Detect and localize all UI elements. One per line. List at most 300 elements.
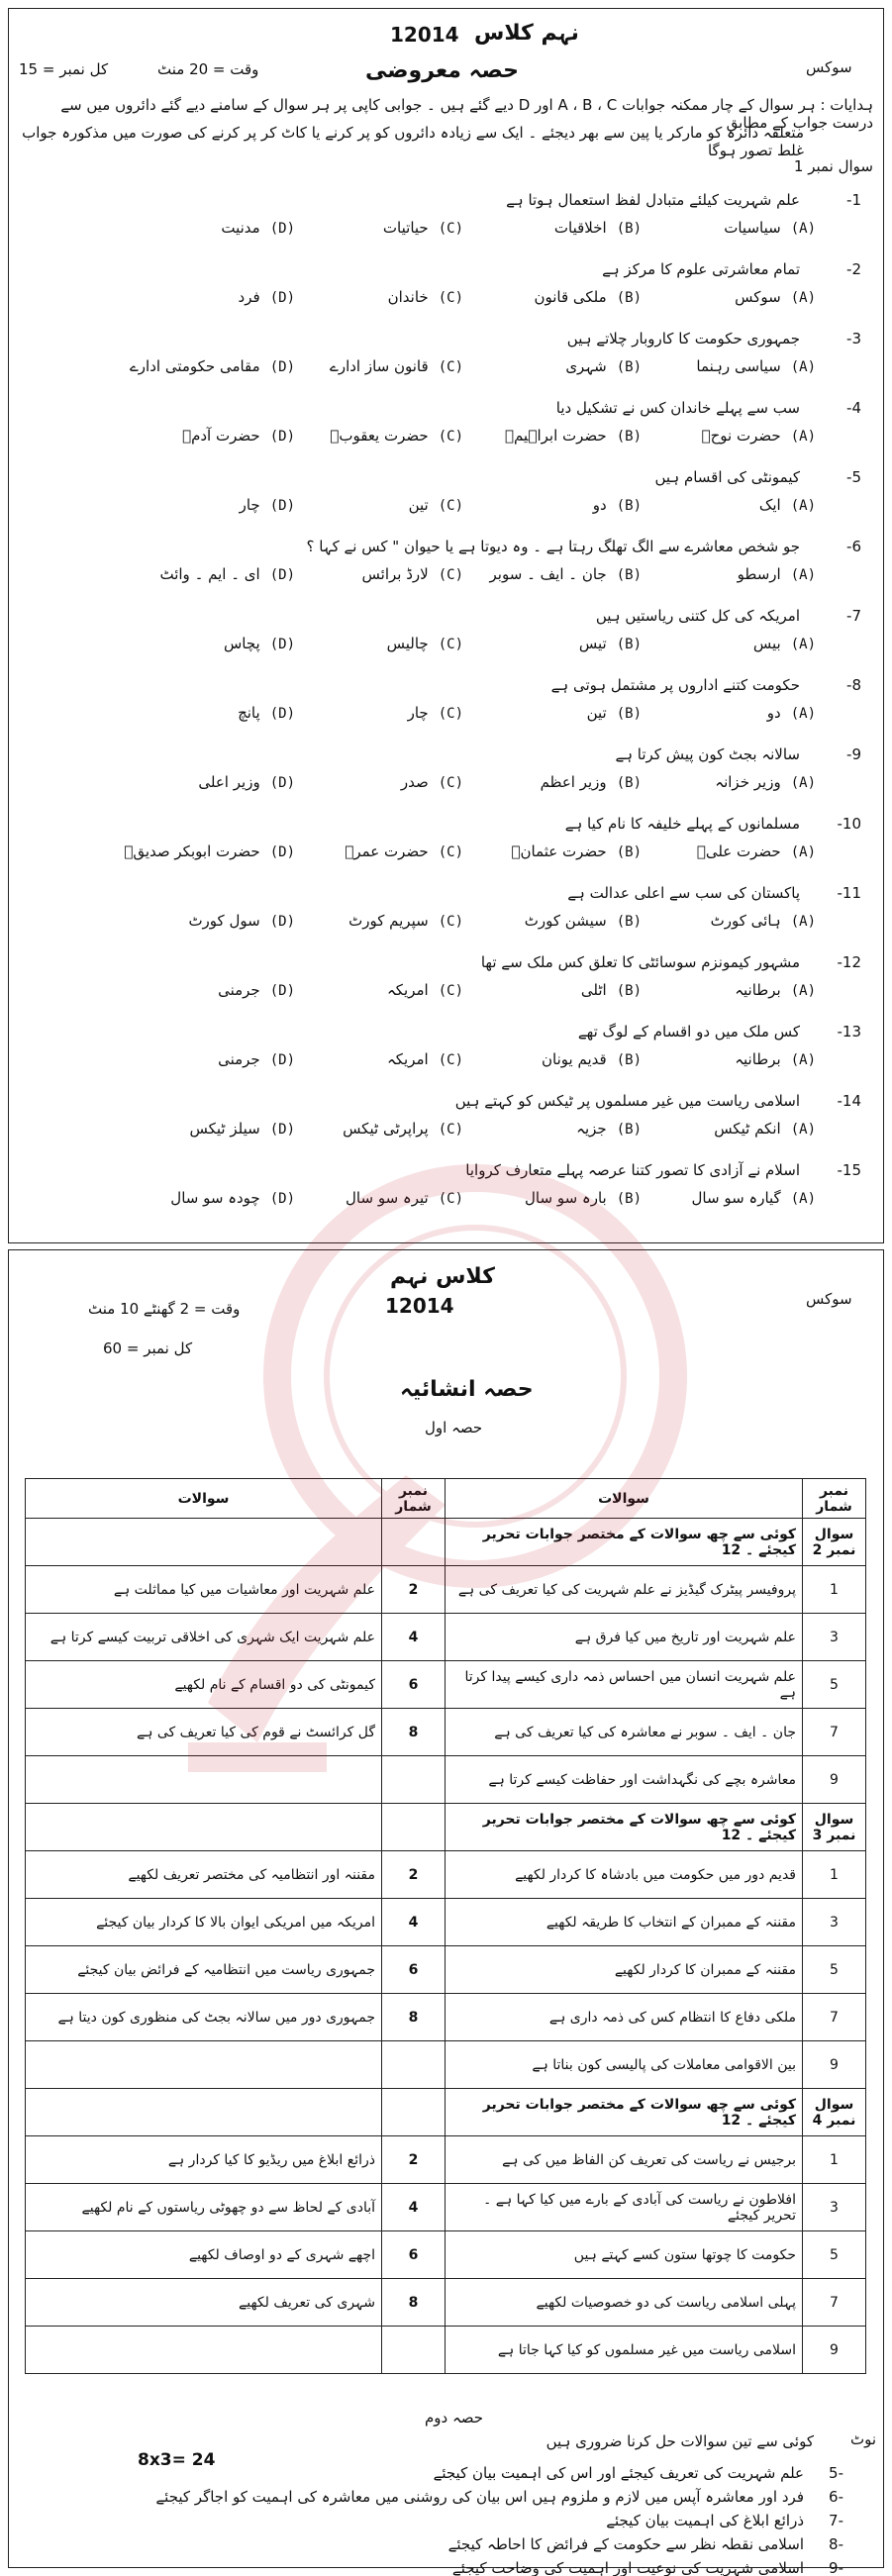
options-row [23, 494, 869, 524]
option-b [541, 773, 642, 791]
option-text: وزیر اعلی [198, 773, 260, 791]
option-label: (D) [269, 221, 295, 237]
option-text: جزیہ [576, 1120, 607, 1138]
question-number: 4- [846, 399, 861, 417]
options-row [23, 425, 869, 454]
table-row [26, 1661, 866, 1709]
objective-paper [8, 8, 884, 1243]
option-text: اٹلی [580, 981, 607, 999]
option-label: (B) [616, 221, 642, 237]
option-text: جرمنی [218, 981, 260, 999]
option-d [198, 773, 295, 791]
option-text: اخلاقیات [553, 219, 607, 237]
question-text: امریکہ کی کل کتنی ریاستیں ہیں [595, 607, 800, 625]
option-b [579, 635, 642, 652]
long-question-text: اسلامی شہریت کی نوعیت اور اہمیت کی وضاحت کیجئے [451, 2559, 804, 2576]
option-label: (A) [790, 1052, 816, 1068]
long-question-number: 7- [829, 2512, 843, 2529]
row-question-left: اچھے شہری کے دو اوصاف لکھیے [26, 2231, 382, 2279]
question-text: اسلام نے آزادی کا تصور کتنا عرصہ پہلے متعارف کروایا [465, 1161, 800, 1179]
option-text: انکم ٹیکس [714, 1120, 781, 1138]
question-text: سالانہ بجٹ کون پیش کرتا ہے [615, 745, 800, 763]
option-a [714, 1120, 816, 1138]
row-question: مقننہ کے ممبران کے انتخاب کا طریقہ لکھیے [446, 1899, 803, 1946]
options-row [23, 771, 869, 801]
option-a [759, 496, 816, 514]
question-number: 11- [837, 884, 861, 902]
option-text: سوکس [735, 288, 781, 306]
options-row [23, 1048, 869, 1078]
option-label: (A) [790, 983, 816, 999]
part-two-label: حصہ دوم [425, 2409, 484, 2427]
option-text: سیلز ٹیکس [189, 1120, 260, 1138]
row-question: پروفیسر پیٹرک گیڈیز نے علم شہریت کی کیا تعریف کی ہے [446, 1566, 803, 1614]
question-row [23, 949, 869, 979]
row-question-left: ذرائع ابلاغ میں ریڈیو کا کیا کردار ہے [26, 2136, 382, 2184]
class-title: نہم کلاس [474, 21, 579, 46]
option-text: سیاسی رہنما [696, 357, 781, 375]
long-question-text: ذرائع ابلاغ کی اہمیت بیان کیجئے [606, 2512, 804, 2529]
option-label: (C) [438, 844, 463, 860]
question-row [23, 603, 869, 633]
option-label: (D) [269, 290, 295, 306]
row-question-left [26, 2327, 382, 2374]
long-question-number: 8- [829, 2535, 843, 2553]
option-b [576, 1120, 642, 1138]
option-label: (C) [438, 221, 463, 237]
question-row [23, 1157, 869, 1187]
option-label: (C) [438, 637, 463, 652]
section-row [26, 1804, 866, 1851]
option-label: (D) [269, 706, 295, 722]
option-text: خاندان [387, 288, 429, 306]
row-question-left: جمہوری دور میں سالانہ بجٹ کی منظوری کون دیتا ہے [26, 1994, 382, 2041]
col-number-header: نمبر شمار [382, 1479, 446, 1519]
row-number-left: 8 [382, 2279, 446, 2327]
table-row [26, 1899, 866, 1946]
options-row [23, 1187, 869, 1217]
long-question-text: اسلامی نقطہ نظر سے حکومت کے فرائض کا احاطہ کیجئے [447, 2535, 804, 2553]
option-text: سیاسیات [724, 219, 781, 237]
option-text: برطانیہ [735, 981, 781, 999]
row-number-left: 4 [382, 1614, 446, 1661]
option-d [170, 1189, 295, 1207]
option-b [534, 288, 642, 306]
row-number: 3 [803, 1899, 866, 1946]
option-text: صدر [400, 773, 429, 791]
row-number: 5 [803, 1661, 866, 1709]
option-c [408, 704, 463, 722]
row-number: 9 [803, 2327, 866, 2374]
short-questions-table [25, 1478, 866, 2374]
row-question-left: آبادی کے لحاظ سے دو چھوٹی ریاستوں کے نام لکھیے [26, 2184, 382, 2231]
question-number: 7- [846, 607, 861, 625]
option-label: (D) [269, 775, 295, 791]
row-question: اسلامی ریاست میں غیر مسلموں کو کیا کہا جاتا ہے [446, 2327, 803, 2374]
option-label: (B) [616, 914, 642, 930]
row-question-left [26, 1519, 382, 1566]
option-a [696, 357, 816, 375]
row-number: 7 [803, 1994, 866, 2041]
question-text: علم شہریت کیلئے متبادل لفظ استعمال ہوتا ہے [506, 191, 800, 209]
long-question-text: فرد اور معاشرہ آپس میں لازم و ملزوم ہیں اس بیان کی روشنی میں معاشرہ کی اہمیت کو اجاگر کیجئے [155, 2488, 804, 2506]
row-question-left: کیمونٹی کی دو اقسام کے نام لکھیے [26, 1661, 382, 1709]
question-row [23, 256, 869, 286]
table-row [26, 2279, 866, 2327]
option-text: حضرت نوحؑ [701, 427, 781, 445]
option-a [753, 635, 816, 652]
row-number: 3 [803, 1614, 866, 1661]
subjective-paper [8, 1249, 884, 2576]
option-b [525, 912, 642, 930]
option-text: مقامی حکومتی ادارے [130, 357, 260, 375]
row-number: 9 [803, 1756, 866, 1804]
long-question-number: 9- [829, 2559, 843, 2576]
options-row [23, 355, 869, 385]
option-text: چودہ سو سال [170, 1189, 260, 1207]
question-text: پاکستان کی سب سے اعلی عدالت ہے [567, 884, 800, 902]
row-number-left: 8 [382, 1709, 446, 1756]
table-row [26, 2041, 866, 2089]
option-label: (C) [438, 359, 463, 375]
row-number-left [382, 2327, 446, 2374]
option-a [735, 288, 816, 306]
row-number: 1 [803, 1851, 866, 1899]
question-text: مسلمانوں کے پہلے خلیفہ کا نام کیا ہے [564, 815, 800, 833]
section-title: حصہ معروضی [365, 58, 519, 83]
option-label: (D) [269, 359, 295, 375]
row-question: پہلی اسلامی ریاست کی دو خصوصیات لکھیے [446, 2279, 803, 2327]
option-label: (B) [616, 359, 642, 375]
year-label: 12014 [385, 1294, 454, 1318]
row-question: کوئی سے چھ سوالات کے مختصر جوابات تحریر کیجئے ۔ 12 [446, 1519, 803, 1566]
row-question: مقننہ کے ممبران کا کردار لکھیے [446, 1946, 803, 1994]
option-text: حضرت ابراہیمؑ [504, 427, 607, 445]
question-text: جو شخص معاشرے سے الگ تھلگ رہتا ہے ۔ وہ دیوتا ہے یا حیوان " کس نے کہا ؟ [306, 538, 800, 555]
option-label: (D) [269, 1052, 295, 1068]
option-text: جرمنی [218, 1050, 260, 1068]
option-c [330, 357, 463, 375]
question-number: 5- [846, 468, 861, 486]
row-number: 1 [803, 1566, 866, 1614]
option-label: (B) [616, 1052, 642, 1068]
row-number: سوال نمبر 4 [803, 2089, 866, 2136]
option-label: (D) [269, 844, 295, 860]
row-number-left: 6 [382, 1946, 446, 1994]
option-label: (C) [438, 914, 463, 930]
option-label: (C) [438, 1122, 463, 1138]
question-text: تمام معاشرتی علوم کا مرکز ہے [602, 260, 800, 278]
question-number: 6- [846, 538, 861, 555]
option-text: تین [586, 704, 607, 722]
option-a [724, 219, 816, 237]
option-label: (D) [269, 498, 295, 514]
question-number: 13- [837, 1023, 861, 1040]
question-row [23, 187, 869, 217]
table-row [26, 1946, 866, 1994]
row-number-left [382, 1756, 446, 1804]
row-question-left [26, 2041, 382, 2089]
long-questions-marks: 8x3= 24 [138, 2450, 216, 2470]
options-row [23, 979, 869, 1009]
question-row [23, 395, 869, 425]
option-c [345, 842, 463, 860]
row-question: علم شہریت اور تاریخ میں کیا فرق ہے [446, 1614, 803, 1661]
option-text: بارہ سو سال [525, 1189, 607, 1207]
row-number: 7 [803, 1709, 866, 1756]
option-text: سول کورٹ [188, 912, 260, 930]
option-text: حضرت علیؓ [696, 842, 781, 860]
option-label: (A) [790, 1122, 816, 1138]
option-label: (C) [438, 775, 463, 791]
row-number-left: 4 [382, 1899, 446, 1946]
option-d [240, 496, 295, 514]
row-number-left: 6 [382, 2231, 446, 2279]
question-row [23, 811, 869, 841]
subject-label: سوکس [806, 1290, 852, 1308]
option-d [238, 704, 295, 722]
option-c [401, 773, 463, 791]
time-label: وقت = 2 گھنٹے 10 منٹ [88, 1300, 241, 1318]
option-c [387, 1050, 463, 1068]
option-label: (A) [790, 1191, 816, 1207]
question-number: 14- [837, 1092, 861, 1110]
option-c [387, 981, 463, 999]
row-number-left: 6 [382, 1661, 446, 1709]
question-text: کیمونٹی کی اقسام ہیں [654, 468, 800, 486]
option-label: (C) [438, 567, 463, 583]
row-number: 5 [803, 1946, 866, 1994]
row-question: کوئی سے چھ سوالات کے مختصر جوابات تحریر کیجئے ۔ 12 [446, 1804, 803, 1851]
option-label: (A) [790, 429, 816, 445]
option-c [409, 496, 463, 514]
question-text: حکومت کتنے اداروں پر مشتمل ہوتی ہے [550, 676, 800, 694]
option-text: دو [766, 704, 781, 722]
option-d [124, 842, 295, 860]
question-row [23, 1088, 869, 1118]
row-question: برجیس نے ریاست کی تعریف کن الفاظ میں کی ہے [446, 2136, 803, 2184]
option-label: (B) [616, 1191, 642, 1207]
option-label: (B) [616, 706, 642, 722]
option-c [343, 1120, 463, 1138]
question-row [23, 742, 869, 771]
row-number: 9 [803, 2041, 866, 2089]
row-number-left [382, 2041, 446, 2089]
option-text: قدیم یونان [542, 1050, 607, 1068]
table-row [26, 2327, 866, 2374]
option-text: حضرت عثمانؓ [511, 842, 607, 860]
options-row [23, 633, 869, 662]
row-question: علم شہریت انسان میں احساس ذمہ داری کیسے پیدا کرتا ہے [446, 1661, 803, 1709]
option-label: (A) [790, 567, 816, 583]
option-text: حضرت ابوبکر صدیقؓ [124, 842, 260, 860]
option-label: (D) [269, 983, 295, 999]
option-label: (A) [790, 359, 816, 375]
row-question-left: جمہوری ریاست میں انتظامیہ کے فرائض بیان کیجئے [26, 1946, 382, 1994]
option-b [554, 219, 642, 237]
question-row [23, 880, 869, 910]
question-text: جمہوری حکومت کا کاروبار چلاتے ہیں [566, 330, 800, 347]
row-number-left: 4 [382, 2184, 446, 2231]
option-d [218, 1050, 295, 1068]
option-label: (D) [269, 1191, 295, 1207]
option-text: تیس [578, 635, 607, 652]
row-question: بین الاقوامی معاملات کی پالیسی کون بناتا ہے [446, 2041, 803, 2089]
row-number-left: 2 [382, 2136, 446, 2184]
row-number: 5 [803, 2231, 866, 2279]
question-text: اسلامی ریاست میں غیر مسلموں پر ٹیکس کو کہتے ہیں [454, 1092, 800, 1110]
option-label: (C) [438, 1052, 463, 1068]
option-c [387, 635, 463, 652]
subject-label: سوکس [806, 58, 852, 76]
option-label: (B) [616, 844, 642, 860]
row-number-left [382, 2089, 446, 2136]
options-row [23, 702, 869, 732]
option-text: قانون ساز ادارے [330, 357, 429, 375]
class-title: کلاس نہم [390, 1264, 495, 1289]
option-text: حضرت عمرؓ [345, 842, 429, 860]
question-text: کس ملک میں دو اقسام کے لوگ تھے [577, 1023, 800, 1040]
row-number: 1 [803, 2136, 866, 2184]
option-b [587, 704, 642, 722]
question-row [23, 672, 869, 702]
option-text: حیاتیات [382, 219, 429, 237]
option-b [512, 842, 643, 860]
option-text: ای ۔ ایم ۔ وائٹ [159, 565, 260, 583]
option-label: (A) [790, 637, 816, 652]
option-label: (C) [438, 429, 463, 445]
option-text: سیشن کورٹ [524, 912, 607, 930]
option-label: (C) [438, 706, 463, 722]
option-d [224, 635, 295, 652]
options-row [23, 910, 869, 940]
note-text: کوئی سے تین سوالات حل کرنا ضروری ہیں [545, 2432, 814, 2450]
part-one-label: حصہ اول [425, 1419, 483, 1437]
row-question-left [26, 2089, 382, 2136]
section-title: حصہ انشائیہ [400, 1377, 534, 1402]
option-label: (D) [269, 637, 295, 652]
option-a [767, 704, 816, 722]
option-label: (A) [790, 706, 816, 722]
option-b [593, 496, 642, 514]
section-row [26, 1519, 866, 1566]
option-d [188, 912, 295, 930]
option-label: (B) [616, 983, 642, 999]
total-marks-label: کل نمبر = 15 [19, 60, 109, 78]
option-text: حضرت آدمؑ [182, 427, 260, 445]
options-row [23, 1118, 869, 1147]
option-text: چالیس [386, 635, 429, 652]
option-c [330, 427, 463, 445]
option-label: (B) [616, 1122, 642, 1138]
option-label: (A) [790, 498, 816, 514]
option-b [490, 565, 642, 583]
option-a [735, 1050, 816, 1068]
option-a [715, 773, 816, 791]
table-row [26, 1994, 866, 2041]
table-header-row [26, 1479, 866, 1519]
option-c [388, 288, 463, 306]
option-text: پانچ [238, 704, 260, 722]
option-label: (A) [790, 844, 816, 860]
option-a [692, 1189, 816, 1207]
option-c [346, 1189, 463, 1207]
row-number-left: 8 [382, 1994, 446, 2041]
options-row [23, 563, 869, 593]
option-text: گیارہ سو سال [691, 1189, 781, 1207]
row-number-left: 2 [382, 1851, 446, 1899]
question-number: 12- [837, 953, 861, 971]
table-row [26, 1709, 866, 1756]
row-question-left [26, 1756, 382, 1804]
option-label: (A) [790, 221, 816, 237]
question-text: مشہور کیمونزم سوسائٹی کا تعلق کس ملک سے تھا [480, 953, 800, 971]
option-b [542, 1050, 642, 1068]
option-d [221, 219, 295, 237]
option-label: (A) [790, 914, 816, 930]
question-number: 3- [846, 330, 861, 347]
option-a [738, 565, 816, 583]
long-question-number: 5- [829, 2464, 843, 2482]
row-question-left [26, 1804, 382, 1851]
row-question: قدیم دور میں حکومت میں بادشاہ کا کردار لکھیے [446, 1851, 803, 1899]
option-label: (C) [438, 290, 463, 306]
option-a [735, 981, 816, 999]
row-question-left: مقننہ اور انتظامیہ کی مختصر تعریف لکھیے [26, 1851, 382, 1899]
option-label: (A) [790, 775, 816, 791]
year-label: 12014 [390, 23, 459, 47]
option-text: چار [239, 496, 260, 514]
options-row [23, 286, 869, 316]
option-a [711, 912, 816, 930]
question-row [23, 1019, 869, 1048]
option-d [189, 1120, 295, 1138]
option-text: تیرہ سو سال [346, 1189, 429, 1207]
option-label: (D) [269, 1122, 295, 1138]
row-number: سوال نمبر 3 [803, 1804, 866, 1851]
option-text: سپریم کورٹ [348, 912, 429, 930]
option-label: (B) [616, 567, 642, 583]
option-label: (D) [269, 914, 295, 930]
table-row [26, 1614, 866, 1661]
question-row [23, 326, 869, 355]
option-text: پراپرٹی ٹیکس [343, 1120, 429, 1138]
option-text: ہائی کورٹ [710, 912, 781, 930]
option-label: (B) [616, 498, 642, 514]
row-number-left [382, 1804, 446, 1851]
table-row [26, 1756, 866, 1804]
table-row [26, 1851, 866, 1899]
table-row [26, 1566, 866, 1614]
long-question-number: 6- [829, 2488, 843, 2506]
question-number: 2- [846, 260, 861, 278]
option-c [383, 219, 463, 237]
option-label: (C) [438, 983, 463, 999]
option-d [159, 565, 295, 583]
total-marks-label: کل نمبر = 60 [103, 1339, 193, 1357]
row-question-left: علم شہریت اور معاشیات میں کیا مماثلت ہے [26, 1566, 382, 1614]
col-number-header: نمبر شمار [803, 1479, 866, 1519]
option-label: (C) [438, 1191, 463, 1207]
option-d [218, 981, 295, 999]
question-row [23, 534, 869, 563]
option-label: (B) [616, 290, 642, 306]
option-text: چار [407, 704, 429, 722]
row-question-left: علم شہریت ایک شہری کی اخلاقی تربیت کیسے کرتا ہے [26, 1614, 382, 1661]
row-number-left: 2 [382, 1566, 446, 1614]
question-text: سب سے پہلے خاندان کس نے تشکیل دیا [555, 399, 800, 417]
row-question-left: شہری کی تعریف لکھیے [26, 2279, 382, 2327]
